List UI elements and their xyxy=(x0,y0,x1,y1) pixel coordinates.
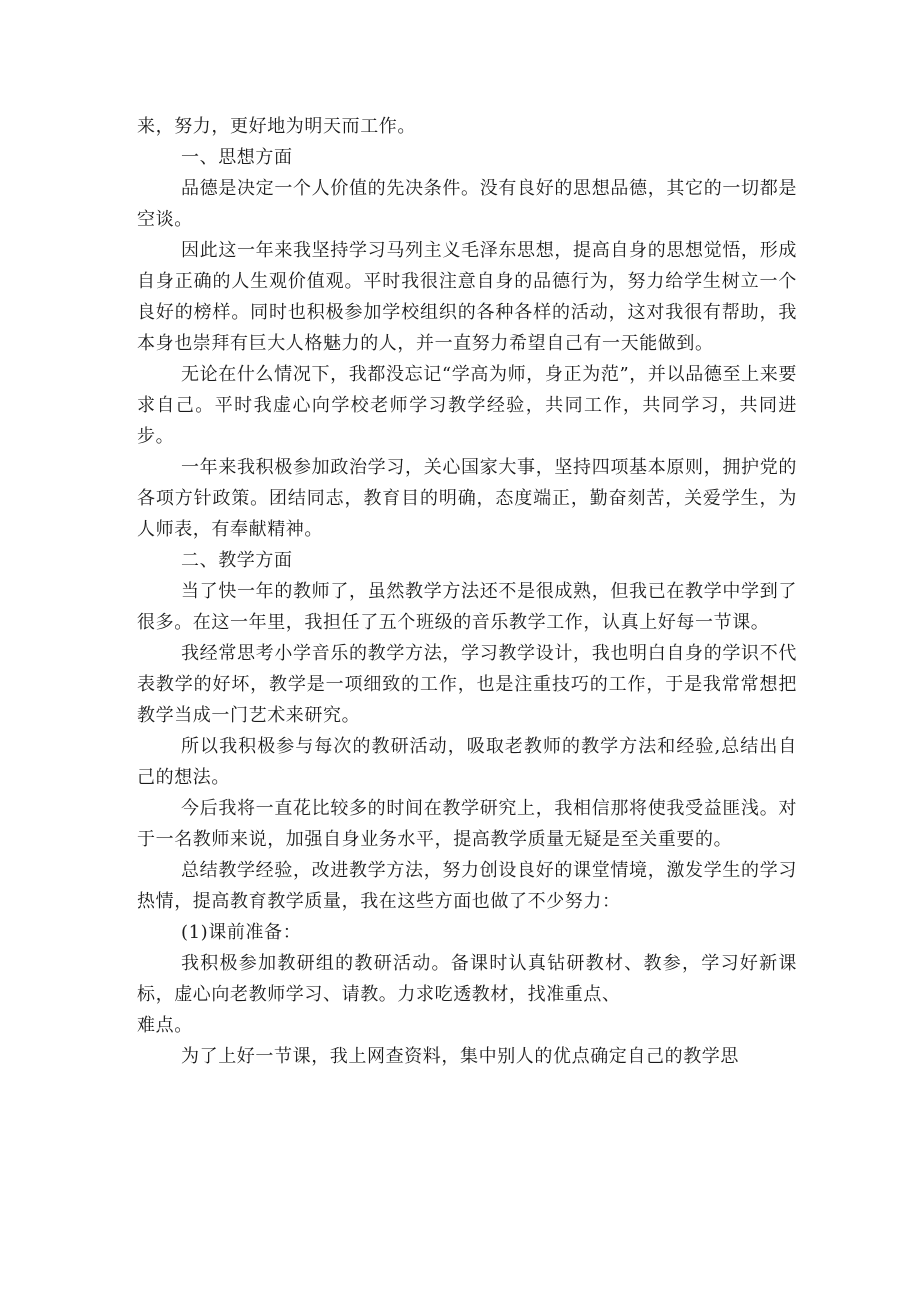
paragraph: 今后我将一直花比较多的时间在教学研究上，我相信那将使我受益匪浅。对于一名教师来说，加强自身业务水平，提高教学质量无疑是至关重要的。 xyxy=(137,798,797,850)
paragraph: 难点。 xyxy=(137,1015,193,1036)
section-heading-ideology: 一、思想方面 xyxy=(181,147,293,168)
paragraph: 我经常思考小学音乐的教学方法，学习教学设计，我也明白自身的学识不代表教学的好坏，教学是一项细致的工作，也是注重技巧的工作，于是我常常想把教学当成一门艺术来研究。 xyxy=(137,643,797,726)
document-body xyxy=(137,111,797,1072)
paragraph: 为了上好一节课，我上网查资料，集中别人的优点确定自己的教学思 xyxy=(181,1046,739,1067)
paragraph: 所以我积极参与每次的教研活动，吸取老教师的教学方法和经验,总结出自己的想法。 xyxy=(137,736,797,788)
paragraph: 一年来我积极参加政治学习，关心国家大事，坚持四项基本原则，拥护党的各项方针政策。团结同志，教育目的明确，态度端正，勤奋刻苦，关爱学生，为人师表，有奉献精神。 xyxy=(137,457,797,540)
paragraph: 总结教学经验，改进教学方法，努力创设良好的课堂情境，激发学生的学习热情，提高教育教学质量，我在这些方面也做了不少努力： xyxy=(137,860,797,912)
paragraph: 无论在什么情况下，我都没忘记“学高为师，身正为范”，并以品德至上来要求自己。平时我虚心向学校老师学习教学经验，共同工作，共同学习，共同进步。 xyxy=(137,364,797,447)
paragraph: 当了快一年的教师了，虽然教学方法还不是很成熟，但我已在教学中学到了很多。在这一年里，我担任了五个班级的音乐教学工作，认真上好每一节课。 xyxy=(137,581,797,633)
section-heading-teaching: 二、教学方面 xyxy=(181,550,293,571)
paragraph: 因此这一年来我坚持学习马列主义毛泽东思想，提高自身的思想觉悟，形成自身正确的人生观价值观。平时我很注意自身的品德行为，努力给学生树立一个良好的榜样。同时也积极参加学校组织的各种各样的活动，这对我很有帮助，我本身也崇拜有巨大人格魅力的人，并一直努力希望自己有一天能做到。 xyxy=(137,240,797,354)
subheading-lesson-preparation: (1)课前准备： xyxy=(181,922,302,943)
paragraph: 品德是决定一个人价值的先决条件。没有良好的思想品德，其它的一切都是空谈。 xyxy=(137,178,797,230)
paragraph: 我积极参加教研组的教研活动。备课时认真钻研教材、教参，学习好新课标，虚心向老教师学习、请教。力求吃透教材，找准重点、 xyxy=(137,953,797,1005)
paragraph: 来，努力，更好地为明天而工作。 xyxy=(137,116,416,137)
